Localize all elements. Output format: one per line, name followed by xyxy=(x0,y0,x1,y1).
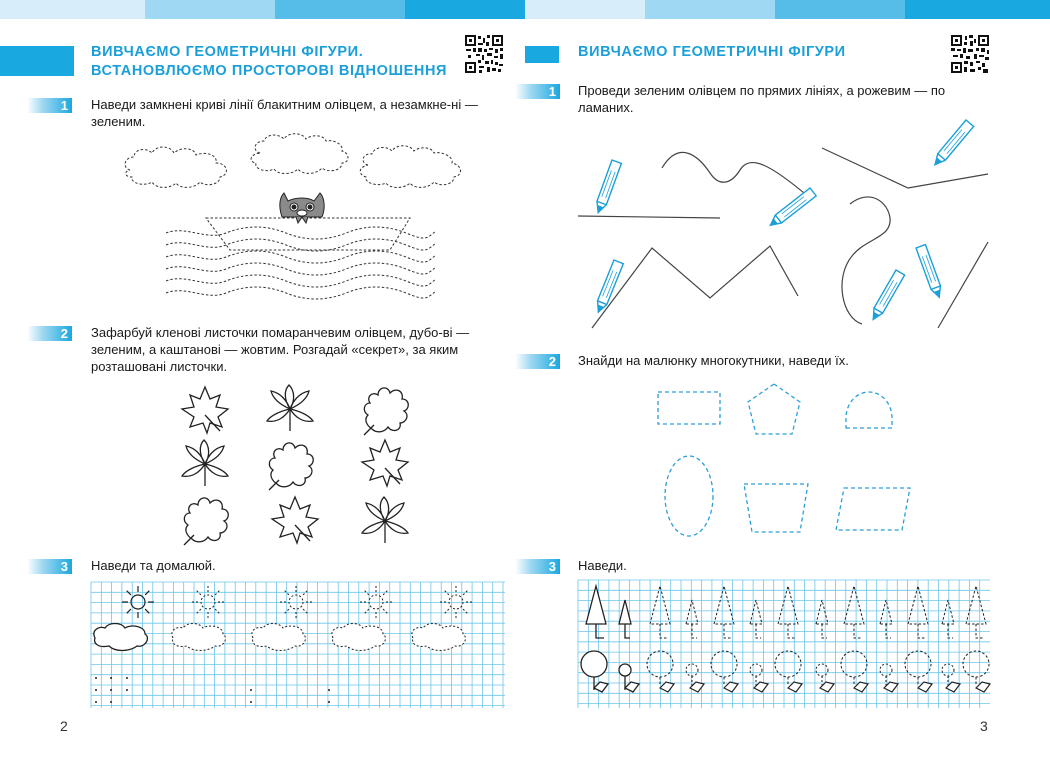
circle-dashed xyxy=(963,651,990,692)
qr-code-icon[interactable] xyxy=(464,34,504,74)
boat-dashed xyxy=(206,218,410,250)
sun-icon xyxy=(122,586,154,618)
oak-leaf-icon xyxy=(269,443,313,490)
circle-flower xyxy=(581,651,608,692)
task-number-badge: 1 xyxy=(27,98,72,113)
straight-line xyxy=(938,242,988,328)
task1-lines-and-polylines xyxy=(570,118,995,333)
pencil-icon xyxy=(594,160,622,214)
triangle-dashed xyxy=(778,586,798,638)
wave-line xyxy=(166,263,436,275)
small-circle-dashed xyxy=(942,664,960,692)
circle-dashed xyxy=(841,651,868,692)
dashed-pentagon xyxy=(748,384,800,434)
cloud-dashed xyxy=(360,146,460,188)
pencil-icon xyxy=(916,245,944,299)
triangle-dashed xyxy=(714,586,734,638)
maple-leaf-icon xyxy=(182,387,228,433)
dashed-oval xyxy=(665,456,713,536)
sun-dashed xyxy=(360,586,392,618)
task1-closed-open-curves xyxy=(120,135,480,315)
page-number: 3 xyxy=(980,718,988,734)
triangle-figure xyxy=(586,586,606,638)
polyline xyxy=(592,246,798,328)
small-triangle-dashed xyxy=(880,600,892,638)
page-number: 2 xyxy=(60,718,68,734)
right-title-accent xyxy=(525,46,559,63)
circle-dashed xyxy=(775,651,802,692)
oak-leaf-icon xyxy=(364,388,408,435)
oak-leaf-icon xyxy=(184,498,228,545)
wave-line xyxy=(166,251,436,263)
task-number-badge: 3 xyxy=(27,559,72,574)
pencil-icon xyxy=(869,270,905,322)
straight-line xyxy=(578,216,720,218)
task-instruction: Знайди на малюнку многокутники, наведи їх. xyxy=(578,353,849,368)
cloud-dashed xyxy=(172,624,226,651)
circle-dashed xyxy=(711,651,738,692)
task-number-badge: 3 xyxy=(515,559,560,574)
maple-leaf-icon xyxy=(362,440,408,486)
small-triangle-dashed xyxy=(942,600,954,638)
polygons-to-trace xyxy=(640,380,930,540)
cloud-dashed xyxy=(412,624,466,651)
small-circle-dashed xyxy=(880,664,898,692)
title-line: ВСТАНОВЛЮЄМО ПРОСТОРОВІ ВІДНОШЕННЯ xyxy=(91,63,448,79)
task-number-badge: 2 xyxy=(515,354,560,369)
guide-dots xyxy=(95,677,330,703)
maple-leaf-icon xyxy=(272,497,318,543)
chestnut-leaf-icon xyxy=(267,385,313,431)
dashed-parallelogram xyxy=(836,488,910,530)
dashed-trapezoid xyxy=(744,484,808,532)
wave-line xyxy=(166,287,436,299)
task-number-badge: 1 xyxy=(515,84,560,99)
cloud-dashed xyxy=(252,624,306,651)
small-triangle-dashed xyxy=(686,600,698,638)
drawing-grid-right[interactable] xyxy=(578,580,990,708)
small-triangle-dashed xyxy=(816,600,828,638)
drawing-grid-left[interactable] xyxy=(91,582,505,708)
qr-code-icon[interactable] xyxy=(950,34,990,74)
task-instruction: Зафарбуй кленові листочки помаранчевим олівцем, дубо-ві — зеленим, а каштанові — жовтим. Розгадай «секрет», за яким розташовані листочки. xyxy=(91,325,470,374)
pencil-icon xyxy=(931,120,973,168)
top-color-bar-left xyxy=(0,0,525,19)
wave-line xyxy=(166,227,436,239)
task-number-badge: 2 xyxy=(27,326,72,341)
small-circle-flower xyxy=(619,664,639,692)
curved-line xyxy=(662,152,810,198)
task-instruction: Проведи зеленим олівцем по прямих лініях, а рожевим — по ламаних. xyxy=(578,83,946,115)
task-instruction: Наведи замкнені криві лінії блакитним олівцем, а незамкне-ні — зеленим. xyxy=(91,97,478,129)
left-page-title xyxy=(91,43,447,81)
leaves-grid xyxy=(175,380,425,550)
small-triangle-dashed xyxy=(750,600,762,638)
sun-dashed xyxy=(192,586,224,618)
dashed-rectangle xyxy=(658,392,720,424)
top-color-bar-right xyxy=(525,0,1050,19)
chestnut-leaf-icon xyxy=(182,440,228,486)
task-instruction: Наведи. xyxy=(578,558,627,573)
left-title-accent xyxy=(0,46,74,76)
chestnut-leaf-icon xyxy=(362,497,408,543)
title-line: ВИВЧАЄМО ГЕОМЕТРИЧНІ ФІГУРИ. xyxy=(91,44,364,60)
cloud-dashed xyxy=(332,624,386,651)
right-page-title: ВИВЧАЄМО ГЕОМЕТРИЧНІ ФІГУРИ xyxy=(578,44,846,60)
wave-line xyxy=(166,275,436,287)
polyline xyxy=(822,148,988,188)
task-instruction: Наведи та домалюй. xyxy=(91,558,216,573)
cloud-dashed xyxy=(125,147,226,187)
cloud-icon xyxy=(94,624,148,651)
pencil-icon xyxy=(767,188,816,229)
triangle-dashed xyxy=(844,586,864,638)
sun-dashed xyxy=(280,586,312,618)
dashed-semicircle xyxy=(846,392,892,428)
cloud-dashed xyxy=(251,134,348,174)
sun-dashed xyxy=(440,586,472,618)
